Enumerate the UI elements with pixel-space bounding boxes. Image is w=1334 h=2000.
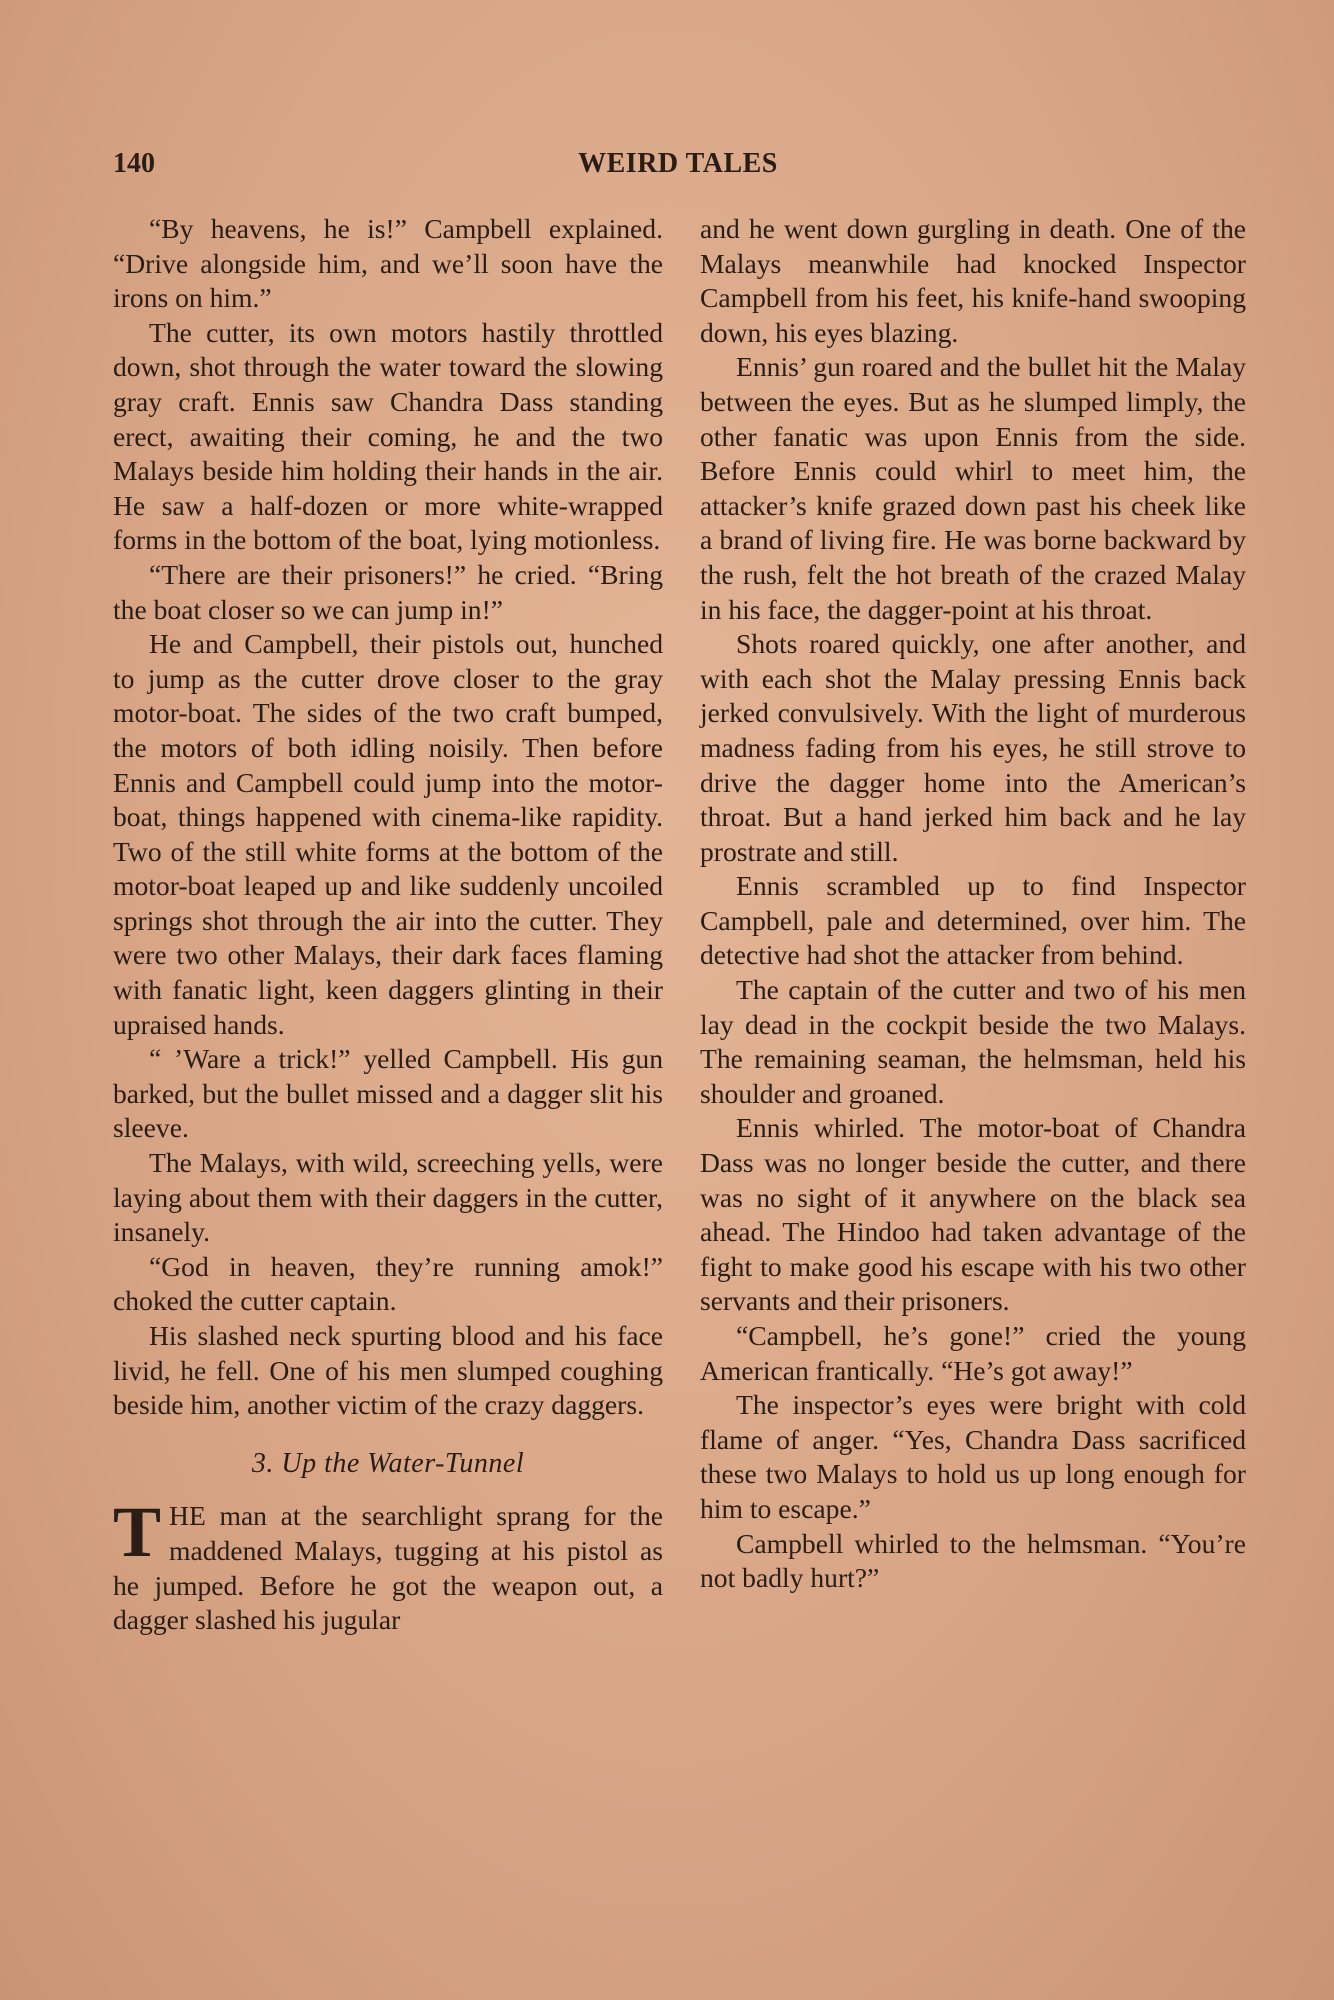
page-header (113, 148, 1243, 188)
paragraph: “ ’Ware a trick!” yelled Campbell. His gun barked, but the bullet missed and a dagger slit his sleeve. (113, 1043, 663, 1144)
paragraph: The Malays, with wild, screeching yells, were laying about them with their daggers in the cutter, insanely. (113, 1147, 663, 1248)
opening-text: man at the searchlight sprang for the maddened Malays, tugging at his pistol as he jumped. Before he got the weapon out, a dagger slashed his jugular (113, 1500, 663, 1636)
paragraph: His slashed neck spurting blood and his face livid, he fell. One of his men slumped coughing beside him, another victim of the crazy daggers. (113, 1320, 663, 1421)
paragraph: The cutter, its own motors hastily throttled down, shot through the water toward the slowing gray craft. Ennis saw Chandra Dass standing erect, awaiting their coming, he and the two Malays beside him holding their hands in the air. He saw a half-dozen or more white-wrapped forms in the bottom of the boat, lying motionless. (113, 316, 663, 556)
paragraph: Ennis whirled. The motor-boat of Chandra Dass was no longer beside the cutter, and there was no sight of it anywhere on the black sea ahead. The Hindoo had taken advantage of the fight to make good his escape with his two other servants and their prisoners. (700, 1112, 1246, 1317)
paragraph: “There are their prisoners!” he cried. “Bring the boat closer so we can jump in!” (113, 558, 663, 625)
paragraph: He and Campbell, their pistols out, hunched to jump as the cutter drove closer to the gray motor-boat. The sides of the two craft bumped, the motors of both idling noisily. Then before Ennis and Campbell could jump into the motor-boat, things happened with cinema-like rapidity. Two of the still white forms at the bottom of the motor-boat leaped up and like suddenly uncoiled springs shot through the air into the cutter. They were two other Malays, their dark faces flaming with fanatic light, keen daggers glinting in their upraised hands. (113, 628, 663, 1040)
left-column (113, 212, 663, 1638)
paragraph: The inspector’s eyes were bright with cold flame of anger. “Yes, Chandra Dass sacrificed these two Malays to hold us up long enough for him to escape.” (700, 1389, 1246, 1524)
paragraph: Ennis’ gun roared and the bullet hit the Malay between the eyes. But as he slumped limply, the other fanatic was upon Ennis from the side. Before Ennis could whirl to meet him, the attacker’s knife grazed down past his cheek like a brand of living fire. He was borne backward by the rush, felt the hot breath of the crazed Malay in his face, the dagger-point at his throat. (700, 351, 1246, 625)
right-column (700, 212, 1246, 1596)
paragraph: Ennis scrambled up to find Inspector Campbell, pale and determined, over him. The detective had shot the attacker from behind. (700, 870, 1246, 971)
section-opening-paragraph (113, 1492, 663, 1637)
paragraph-continued: and he went down gurgling in death. One of the Malays meanwhile had knocked Inspector Campbell from his feet, his knife-hand swooping down, his eyes blazing. (700, 213, 1246, 348)
paragraph: “God in heaven, they’re running amok!” choked the cutter captain. (113, 1250, 663, 1317)
paragraph: Campbell whirled to the helmsman. “You’re not badly hurt?” (700, 1527, 1246, 1594)
paragraph: “By heavens, he is!” Campbell explained. “Drive alongside him, and we’ll soon have the irons on him.” (113, 213, 663, 314)
paragraph: “Campbell, he’s gone!” cried the young American frantically. “He’s got away!” (700, 1320, 1246, 1386)
paragraph: The captain of the cutter and two of his men lay dead in the cockpit beside the two Malays. The remaining seaman, the helmsman, held his shoulder and groaned. (700, 974, 1246, 1109)
section-heading: 3. Up the Water-Tunnel (251, 1447, 525, 1479)
paragraph: Shots roared quickly, one after another, and with each shot the Malay pressing Ennis back jerked convulsively. With the light of murderous madness fading from his eyes, he still strove to drive the dagger home into the American’s throat. But a hand jerked him back and he lay prostrate and still. (700, 628, 1246, 867)
page-number: 140 (113, 148, 155, 179)
magazine-title: WEIRD TALES (578, 148, 778, 179)
opening-smallcaps: HE (169, 1500, 206, 1532)
drop-cap: T (113, 1492, 162, 1573)
